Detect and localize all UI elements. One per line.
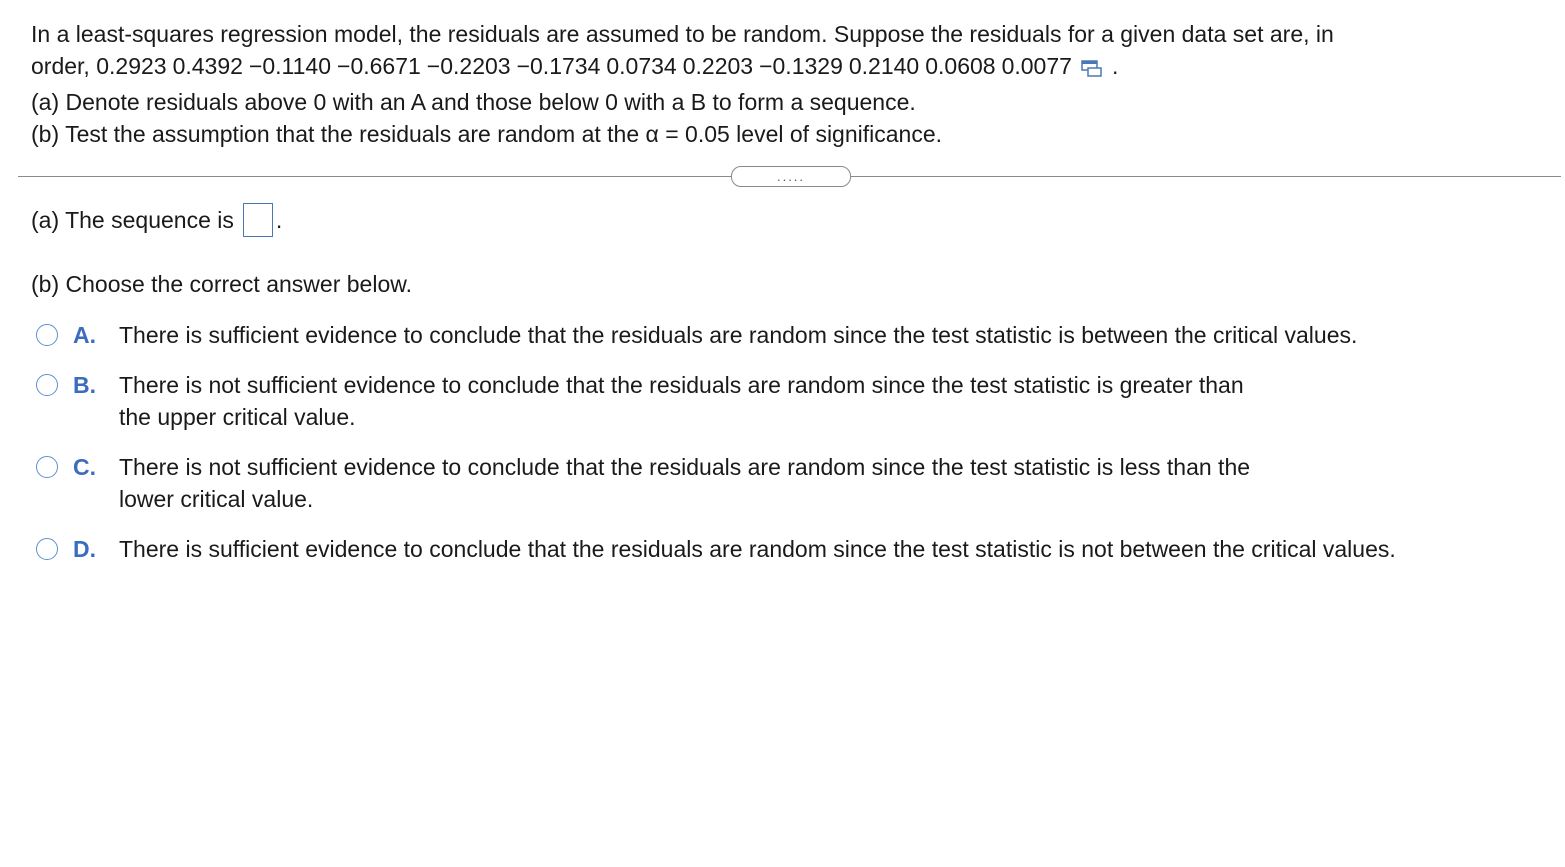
residual-value: −0.1734 bbox=[516, 53, 601, 79]
question-line-1: In a least-squares regression model, the residuals are assumed to be random. Suppose the residuals for a given data set are, in bbox=[31, 21, 1334, 47]
residual-value: 0.0077 bbox=[1001, 53, 1072, 79]
expand-button[interactable]: ..... bbox=[731, 166, 851, 187]
sequence-answer-input[interactable] bbox=[243, 203, 273, 237]
option-text: There is not sufficient evidence to conclude that the residuals are random since the test statistic is less than the lower critical value. bbox=[119, 454, 1251, 512]
radio-button-a[interactable] bbox=[36, 324, 58, 346]
question-part-a: (a) Denote residuals above 0 with an A and those below 0 with a B to form a sequence. bbox=[31, 89, 916, 115]
residual-value: −0.6671 bbox=[337, 53, 421, 79]
option-letter: B. bbox=[73, 372, 96, 398]
option-text: There is not sufficient evidence to conclude that the residuals are random since the test statistic is greater than the upper critical value. bbox=[119, 372, 1244, 430]
radio-button-b[interactable] bbox=[36, 374, 58, 396]
option-text: There is sufficient evidence to conclude that the residuals are random since the test statistic is not between the critical values. bbox=[119, 536, 1396, 562]
residual-value: 0.0608 bbox=[925, 53, 996, 79]
option-c[interactable] bbox=[36, 451, 1254, 515]
option-letter: A. bbox=[73, 322, 96, 348]
option-letter: C. bbox=[73, 454, 96, 480]
residual-value: 0.2140 bbox=[848, 53, 920, 79]
copy-data-icon[interactable] bbox=[1080, 54, 1104, 86]
residual-value: 0.0734 bbox=[606, 53, 677, 79]
radio-button-d[interactable] bbox=[36, 538, 58, 560]
residual-value: 0.2923 bbox=[96, 53, 167, 79]
residuals-suffix: . bbox=[1111, 53, 1119, 79]
question-text bbox=[31, 18, 1541, 150]
part-a-suffix: . bbox=[275, 207, 283, 233]
option-d[interactable] bbox=[36, 533, 1489, 565]
residuals-prefix: order, bbox=[31, 53, 90, 79]
option-b[interactable] bbox=[36, 369, 1254, 433]
option-text: There is sufficient evidence to conclude that the residuals are random since the test statistic is between the critical values. bbox=[119, 322, 1358, 348]
option-a[interactable] bbox=[36, 319, 1539, 351]
part-a-label: (a) The sequence is bbox=[31, 207, 234, 233]
residual-value: 0.4392 bbox=[172, 53, 243, 79]
question-part-b: (b) Test the assumption that the residuals are random at the α = 0.05 level of significance. bbox=[31, 121, 943, 147]
radio-button-c[interactable] bbox=[36, 456, 58, 478]
part-b-prompt: (b) Choose the correct answer below. bbox=[31, 271, 412, 297]
question-line-2 bbox=[31, 50, 1541, 86]
residual-value: −0.1140 bbox=[248, 53, 332, 79]
residual-value: −0.1329 bbox=[759, 53, 843, 79]
residual-value: −0.2203 bbox=[426, 53, 511, 79]
answer-part-a bbox=[31, 200, 282, 240]
residual-value: 0.2203 bbox=[682, 53, 754, 79]
option-letter: D. bbox=[73, 536, 96, 562]
